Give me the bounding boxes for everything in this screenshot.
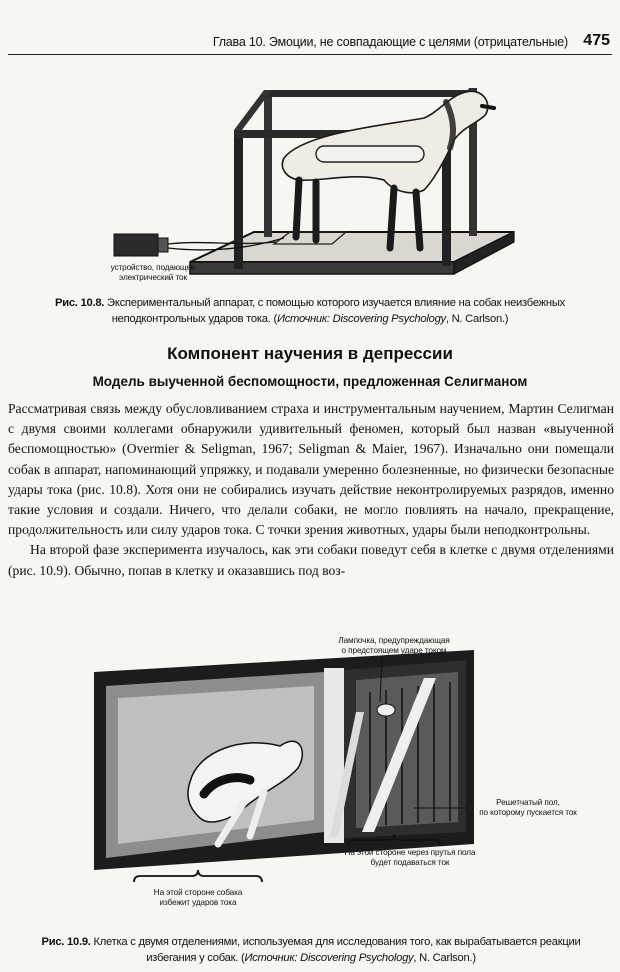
shock-side-label-line-2: будет подаваться ток [370, 858, 450, 867]
safe-side-label [138, 888, 258, 908]
shock-side-label-line-1: На этой стороне через прутья пола [344, 848, 476, 857]
figure-10-9 [94, 632, 594, 924]
caption-label: Рис. 10.9. [41, 936, 91, 948]
source-author: , N. Carlson.) [413, 952, 476, 964]
source-label: Источник: [276, 313, 330, 325]
device-label-line-1: устройство, подающее [110, 263, 196, 272]
running-header [8, 34, 612, 55]
page-number: 475 [583, 32, 610, 49]
section-title: Компонент научения в депрессии [167, 344, 453, 363]
device-label-line-2: электрический ток [119, 273, 187, 282]
device-label [104, 263, 202, 283]
body-text [8, 399, 614, 581]
section-subtitle: Модель выученной беспомощности, предложенная Селигманом [92, 374, 528, 389]
grid-floor-label-line-1: Решетчатый пол, [496, 798, 560, 807]
chapter-title: Глава 10. Эмоции, не совпадающие с целями (отрицательные) [212, 35, 568, 49]
grid-floor-label-line-2: по которому пускается ток [479, 808, 577, 817]
safe-side-label-line-1: На этой стороне собака [153, 888, 243, 897]
grid-floor-label [468, 798, 588, 818]
source-label: Источник: [244, 952, 298, 964]
harness-apparatus-illustration [94, 62, 534, 294]
paragraph-1: Рассматривая связь между обусловливанием страха и инструментальным научением, Мартин Селигман с двумя своими коллегами обнаружили удивительный феномен, который был назван «выученной беспомощностью» (Overmier & Seligman, 1967; Seligman & Maier, 1967). Изначально они помещали собак в аппарат, напоминающий упряжку, и подавали умеренно болезненные, но физически безопасные удары тока (рис. 10.8). Хотя они не собирались изучать действие неконтролируемых разрядов, именно такие условия и создали. Ничего, что делали собаки, не могло повлиять на начало, прекращение, продолжительность или силу ударов тока. С точки зрения животных, удары были неподконтрольны. [8, 401, 614, 538]
lamp-label-line-2: о предстоящем ударе током [341, 646, 447, 655]
shuttle-box-photo [94, 632, 594, 924]
lamp-label-line-1: Лампочка, предупреждающая [338, 636, 450, 645]
figure-10-8-caption [30, 295, 590, 327]
lamp-label [314, 636, 474, 656]
safe-side-label-line-2: избежит ударов тока [159, 898, 237, 907]
caption-text: Клетка с двумя отделениями, используемая для исследования того, как вырабатывается реакции избегания у собак. ( [90, 936, 581, 964]
figure-10-9-caption [28, 934, 594, 966]
source-title: Discovering Psychology [297, 952, 414, 964]
caption-text: Экспериментальный аппарат, с помощью которого изучается влияние на собак неизбежных неподконтрольных ударов тока. ( [104, 297, 565, 325]
figure-10-8 [94, 62, 534, 294]
source-author: , N. Carlson.) [445, 313, 509, 325]
paragraph-2: На второй фазе эксперимента изучалось, как эти собаки поведут себя в клетке с двумя отделениями (рис. 10.9). Обычно, попав в клетку и оказавшись под воз- [8, 542, 614, 578]
caption-label: Рис. 10.8. [55, 297, 105, 309]
source-title: Discovering Psychology [329, 313, 446, 325]
shock-side-label [330, 848, 490, 868]
